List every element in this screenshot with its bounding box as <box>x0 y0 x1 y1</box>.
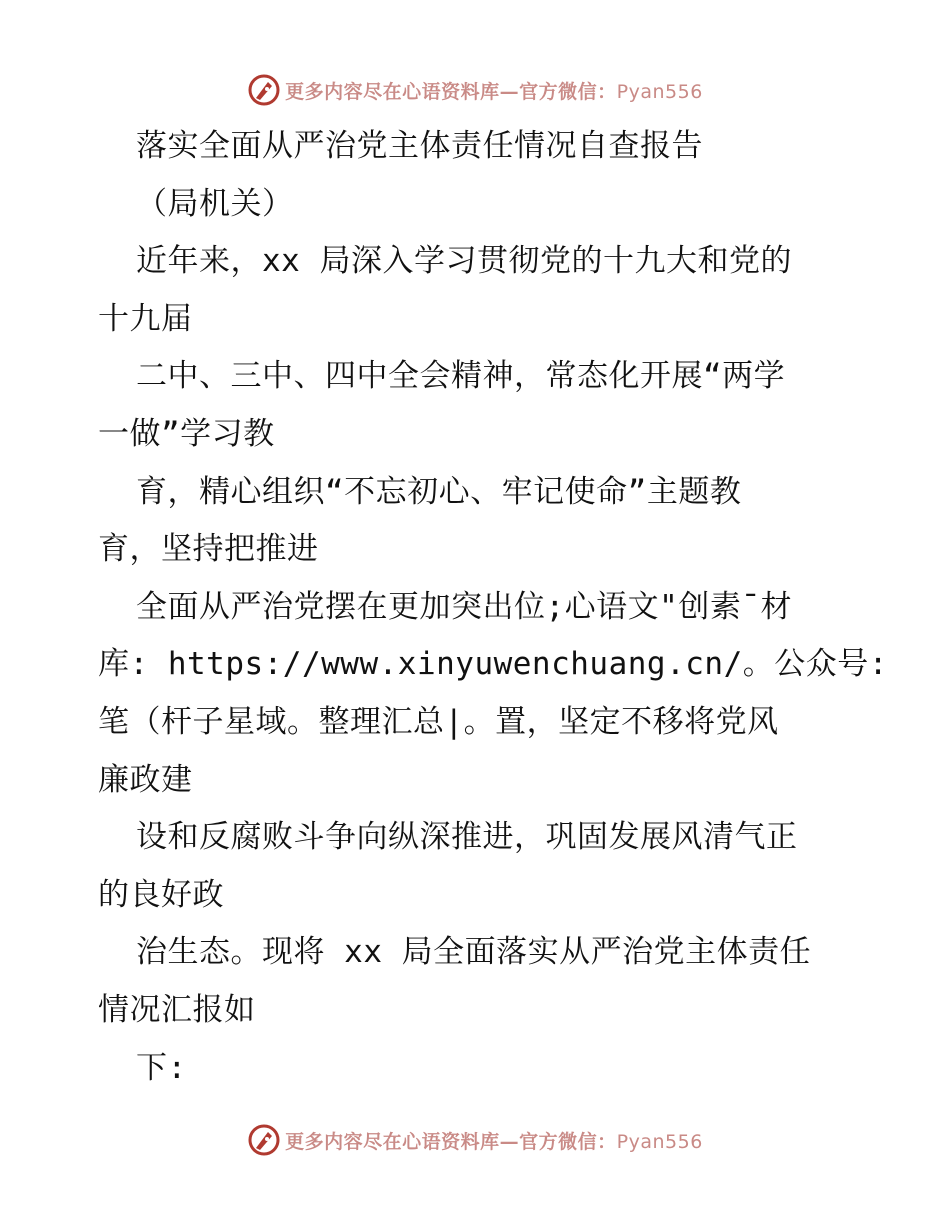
text-line: 库: https://www.xinyuwenchuang.cn/。公众号: <box>98 646 888 683</box>
text-line: 笔（杆子星域。整理汇总|。置，坚定不移将党风 <box>98 703 779 740</box>
text-line: 落实全面从严治党主体责任情况自查报告 <box>136 128 703 164</box>
text-line: 设和反腐败斗争向纵深推进，巩固发展风清气正 <box>136 819 798 856</box>
document-body <box>98 118 888 1097</box>
text-line: 廉政建 <box>98 761 193 798</box>
pen-nib-circle-logo-icon <box>247 1123 281 1157</box>
text-line: 二中、三中、四中全会精神，常态化开展“两学 <box>136 358 786 395</box>
watermark-footer <box>0 1120 950 1160</box>
text-line: 育，坚持把推进 <box>98 531 319 568</box>
text-line: （局机关） <box>136 185 294 222</box>
text-line: 下: <box>136 1049 187 1086</box>
text-line: 十九届 <box>98 300 193 337</box>
text-line: 情况汇报如 <box>98 991 256 1028</box>
watermark-text: 更多内容尽在心语资料库—官方微信：Pyan556 <box>285 1130 703 1153</box>
text-line: 育，精心组织“不忘初心、牢记使命”主题教 <box>136 473 742 510</box>
text-line: 治生态。现将 xx 局全面落实从严治党主体责任 <box>136 934 812 971</box>
text-line: 全面从严治党摆在更加突出位;心语文"创素¯材 <box>136 588 792 625</box>
watermark-text: 更多内容尽在心语资料库—官方微信：Pyan556 <box>285 80 703 103</box>
pen-nib-circle-logo-icon <box>247 73 281 107</box>
text-line: 的良好政 <box>98 876 224 913</box>
watermark-header <box>0 70 950 110</box>
text-line: 近年来，xx 局深入学习贯彻党的十九大和党的 <box>136 243 792 280</box>
text-line: 一做”学习教 <box>98 415 275 452</box>
